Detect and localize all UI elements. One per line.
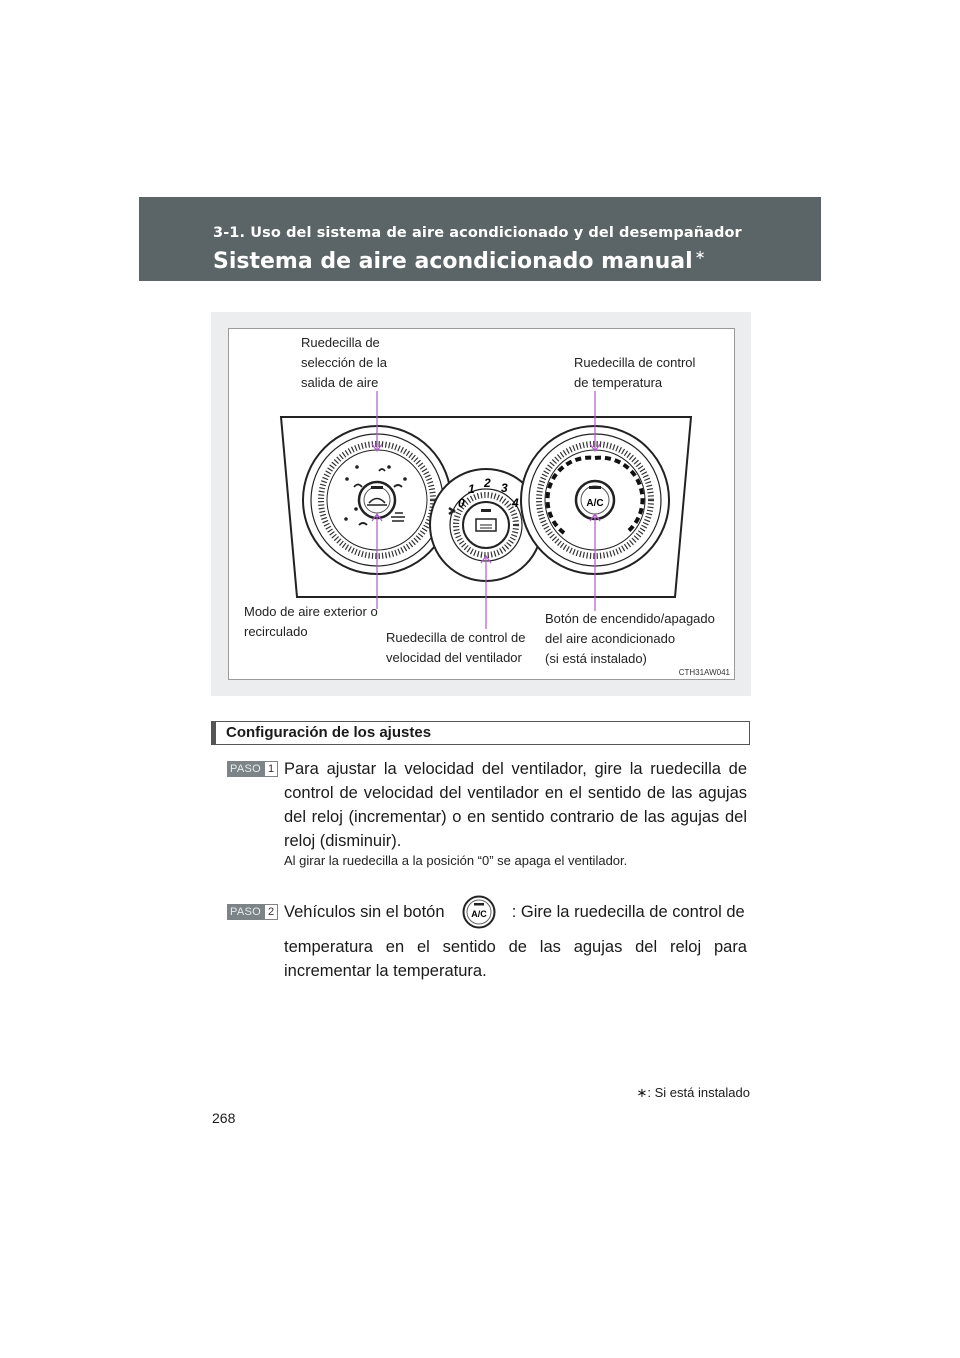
label-temp-dial: Ruedecilla de control de temperatura	[574, 355, 696, 390]
step-1-note: Al girar la ruedecilla a la posición “0” se apaga el ventilador.	[284, 853, 628, 868]
step-1-text: Para ajustar la velocidad del ventilador, gire la ruedecilla de control de velocidad del ventilador en el sentido de las agujas del reloj (incrementar) o en sentido contrario de las agujas del reloj (disminuir).	[284, 760, 747, 850]
ac-button-label: A/C	[586, 498, 604, 509]
label-ac-button: Botón de encendido/apagado del aire acondicionado (si está instalado)	[545, 611, 715, 666]
step-badge-2: PASO 2	[227, 904, 277, 920]
page-header	[139, 197, 821, 281]
control-panel-figure	[211, 312, 751, 696]
ac-button-icon	[462, 895, 496, 929]
footnote: ∗: Si está instalado	[636, 1085, 750, 1100]
page-title: Sistema de aire acondicionado manual ∗	[213, 248, 706, 274]
step-2-line-1: Vehículos sin el botón : Gire la ruedecilla de control de	[284, 903, 745, 921]
label-fan-dial: Ruedecilla de control de velocidad del ventilador	[386, 630, 526, 665]
fan-number-0: 0	[458, 496, 465, 510]
fan-number-4: 4	[512, 496, 519, 510]
section-box-title	[211, 721, 750, 745]
figure-frame	[228, 328, 735, 680]
fan-number-1: 1	[468, 482, 475, 496]
svg-text:A/C: A/C	[471, 909, 487, 919]
step-badge-1: PASO 1	[227, 761, 277, 777]
section-heading: 3-1. Uso del sistema de aire acondicionado y del desempañador	[213, 225, 742, 241]
title-accent-bar	[211, 721, 216, 745]
fan-number-3: 3	[501, 481, 508, 495]
label-recirc-mode: Modo de aire exterior o recirculado	[244, 604, 378, 639]
step-2-text-cont: temperatura en el sentido de las agujas del reloj para incrementar la temperatura.	[284, 938, 747, 980]
figure-code: CTH31AW041	[678, 668, 730, 677]
fan-number-2: 2	[484, 476, 491, 490]
box-title-text: Configuración de los ajustes	[226, 724, 432, 741]
label-outlet-dial: Ruedecilla de selección de la salida de aire	[301, 335, 387, 390]
page-number: 268	[212, 1110, 236, 1126]
asterisk-mark: ∗	[694, 248, 706, 263]
